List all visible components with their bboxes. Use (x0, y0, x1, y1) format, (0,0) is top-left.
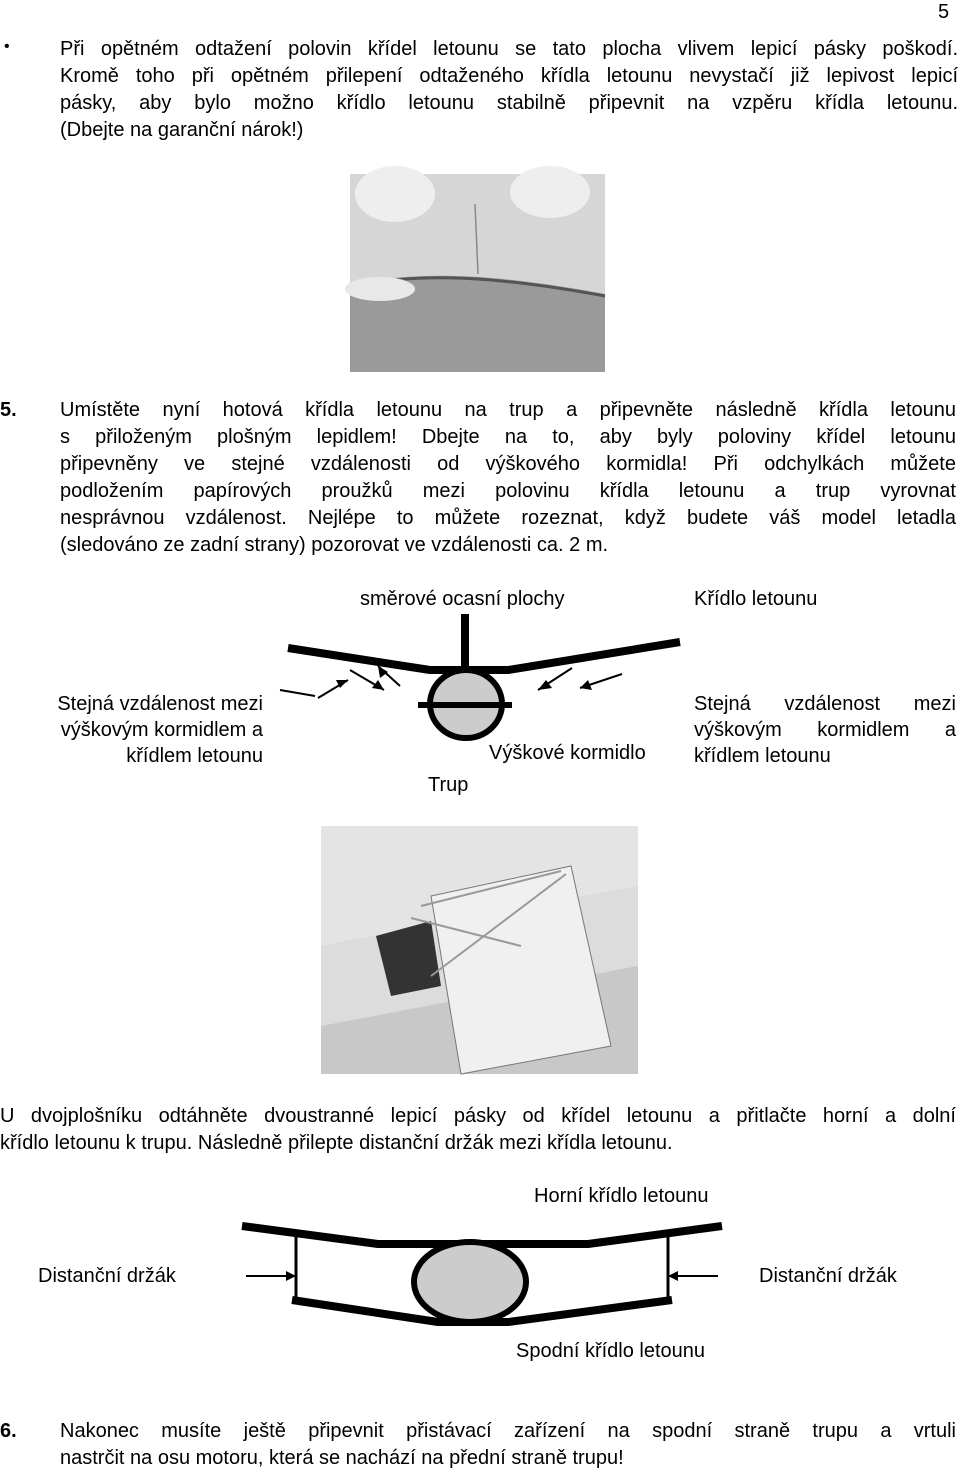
upper-wing-label: Horní křídlo letounu (534, 1185, 709, 1207)
paragraph-line: nesprávnou vzdálenost. Nejlépe to můžete rozeznat, když budete váš model letadla (60, 507, 956, 529)
fuselage-label: Trup (428, 774, 469, 796)
biplane-photo (321, 826, 638, 1074)
step-5-number: 5. (0, 399, 17, 421)
spacer-label-left: Distanční držák (38, 1265, 176, 1287)
biplane-photo-drawing (321, 826, 638, 1074)
paragraph-line: podložením papírových proužků mezi polovinu křídla letounu a trup vyrovnat (60, 480, 956, 502)
step-6-paragraph (60, 1418, 956, 1472)
paragraph-line: Nakonec musíte ještě připevnit přistávací zařízení na spodní straně trupu a vrtuli (60, 1420, 956, 1442)
paragraph-line: s přiloženým plošným lepidlem! Dbejte na to, aby byly poloviny křídel letounu (60, 426, 956, 448)
equal-distance-label-left: Stejná vzdálenost mezi výškovým kormidlem a křídlem letounu (57, 693, 263, 767)
paragraph-line: Umístěte nyní hotová křídla letounu na trup a připevněte následně křídla letounu (60, 399, 956, 421)
wing-shape (288, 642, 680, 670)
fuselage-shape (414, 1242, 526, 1322)
paragraph-line: Při opětném odtažení polovin křídel letounu se tato plocha vlivem lepicí pásky poškodí. (60, 38, 958, 60)
biplane-paragraph (0, 1103, 956, 1157)
lower-wing-label: Spodní křídlo letounu (516, 1340, 706, 1362)
step-5-paragraph (60, 397, 956, 559)
biplane-front-diagram (238, 1210, 728, 1335)
paragraph-line: U dvojplošníku odtáhněte dvoustranné lepicí pásky od křídel letounu a přitlačte horní a dolní (0, 1105, 956, 1127)
paragraph-line: (sledováno ze zadní strany) pozorovat ve vzdálenosti ca. 2 m. (60, 534, 609, 556)
bullet-paragraph (60, 36, 958, 144)
equal-distance-label-right: Stejná vzdálenost mezi výškovým kormidlem a křídlem letounu (694, 693, 956, 767)
paragraph-line: (Dbejte na garanční nárok!) (60, 119, 304, 141)
wing-label: Křídlo letounu (694, 588, 818, 610)
wing-joint-photo-drawing (350, 174, 605, 372)
page-number: 5 (938, 1, 950, 23)
stabilizer-label: Výškové kormidlo (489, 742, 646, 764)
spacer-label-right: Distanční držák (759, 1265, 897, 1287)
paragraph-line: nastrčit na osu motoru, která se nachází na přední straně trupu! (60, 1447, 624, 1469)
paragraph-line: Kromě toho při opětném přilepení odtaženého křídla letounu nevystačí již lepivost lepicí (60, 65, 958, 87)
wing-joint-photo (350, 174, 605, 372)
paragraph-line: připevněny ve stejné vzdálenosti od výškového kormidla! Při odchylkách můžete (60, 453, 956, 475)
bullet-icon: • (4, 38, 10, 55)
tail-fin-label: směrové ocasní plochy (360, 588, 565, 610)
step-6-number: 6. (0, 1420, 17, 1442)
paragraph-line: pásky, aby bylo možno křídlo letounu stabilně připevnit na vzpěru křídla letounu. (60, 92, 958, 114)
paragraph-line: křídlo letounu k trupu. Následně přilepte distanční držák mezi křídla letounu. (0, 1132, 673, 1154)
